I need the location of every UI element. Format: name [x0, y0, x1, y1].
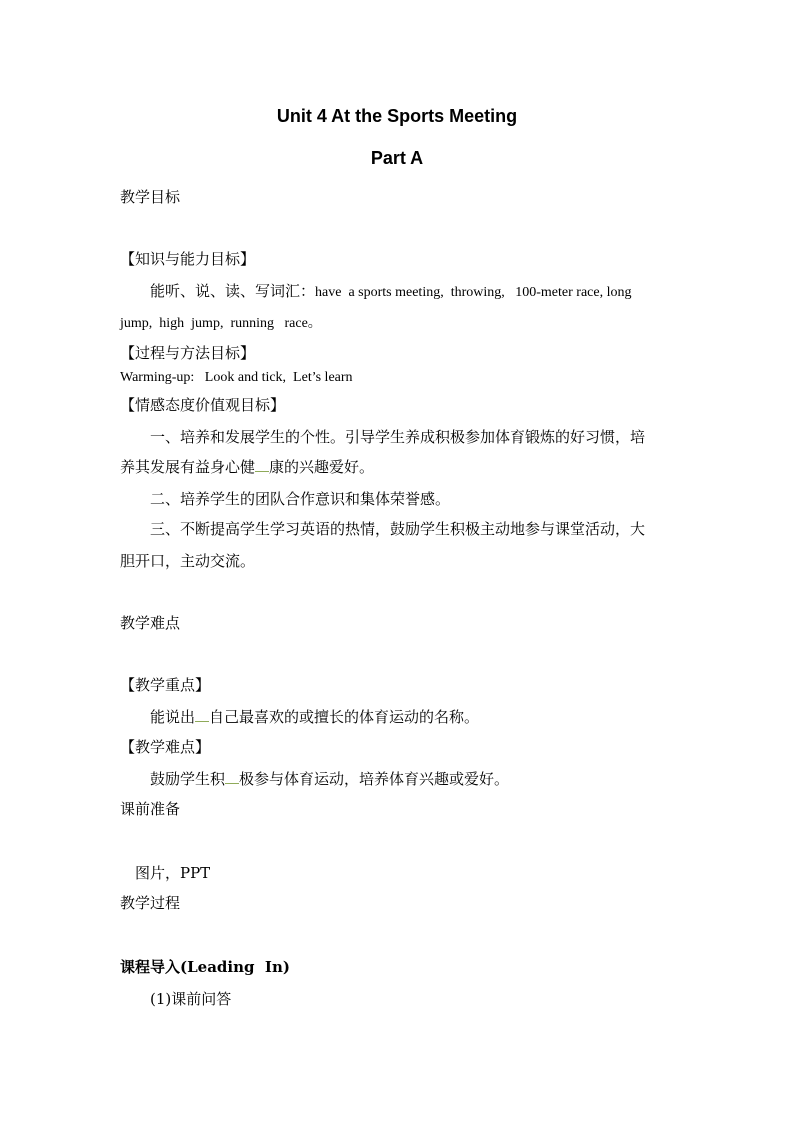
section-heading-objectives: 教学目标 [120, 188, 181, 206]
emotion-item-3-line-1: 三、不断提高学生学习英语的热情，鼓励学生积极主动地参与课堂活动，大 [150, 520, 646, 538]
key-points-text [150, 706, 479, 727]
leading-in-heading: 课程导入(Leading In) [120, 958, 290, 976]
document-subtitle: Part A [370, 148, 424, 168]
text-underline-mark [195, 707, 209, 722]
emotion-item-1-line-2b: 康的兴趣爱好。 [269, 458, 375, 476]
emotion-item-1-line-2 [120, 456, 374, 477]
process-text: Warming-up: Look and tick, Let’s learn [120, 370, 353, 385]
emotion-item-3-line-2: 胆开口，主动交流。 [120, 552, 256, 570]
text-underline-mark [225, 769, 239, 784]
section-heading-process: 教学过程 [120, 894, 181, 912]
knowledge-line-1 [150, 280, 631, 301]
knowledge-heading: 【知识与能力目标】 [120, 250, 256, 268]
document-title: Unit 4 At the Sports Meeting [276, 106, 518, 126]
preparation-text: 图片，PPT [135, 864, 211, 882]
knowledge-line-1-cn: 能听、说、读、写词汇： [150, 282, 316, 300]
difficult-points-text [150, 768, 509, 789]
difficult-points-text-a: 鼓励学生积 [150, 770, 226, 788]
emotion-item-1-line-1: 一、培养和发展学生的个性。引导学生养成积极参加体育锻炼的好习惯，培 [150, 428, 646, 446]
emotion-item-2: 二、培养学生的团队合作意识和集体荣誉感。 [150, 490, 451, 508]
emotion-item-1-line-2a: 养其发展有益身心健 [120, 458, 256, 476]
key-points-heading: 【教学重点】 [120, 676, 211, 694]
difficult-points-heading: 【教学难点】 [120, 738, 211, 756]
section-heading-preparation: 课前准备 [120, 800, 181, 818]
leading-in-item-1: (1)课前问答 [150, 990, 232, 1008]
knowledge-line-1-en: have a sports meeting, throwing, 100-meter race, long [315, 285, 632, 300]
section-heading-difficulty: 教学难点 [120, 614, 181, 632]
emotion-heading: 【情感态度价值观目标】 [120, 396, 286, 414]
difficult-points-text-b: 极参与体育运动，培养体育兴趣或爱好。 [239, 770, 510, 788]
knowledge-line-2: jump, high jump, running race。 [120, 316, 322, 331]
text-underline-mark [255, 457, 269, 472]
key-points-text-b: 自己最喜欢的或擅长的体育运动的名称。 [209, 708, 480, 726]
process-heading: 【过程与方法目标】 [120, 344, 256, 362]
key-points-text-a: 能说出 [150, 708, 196, 726]
